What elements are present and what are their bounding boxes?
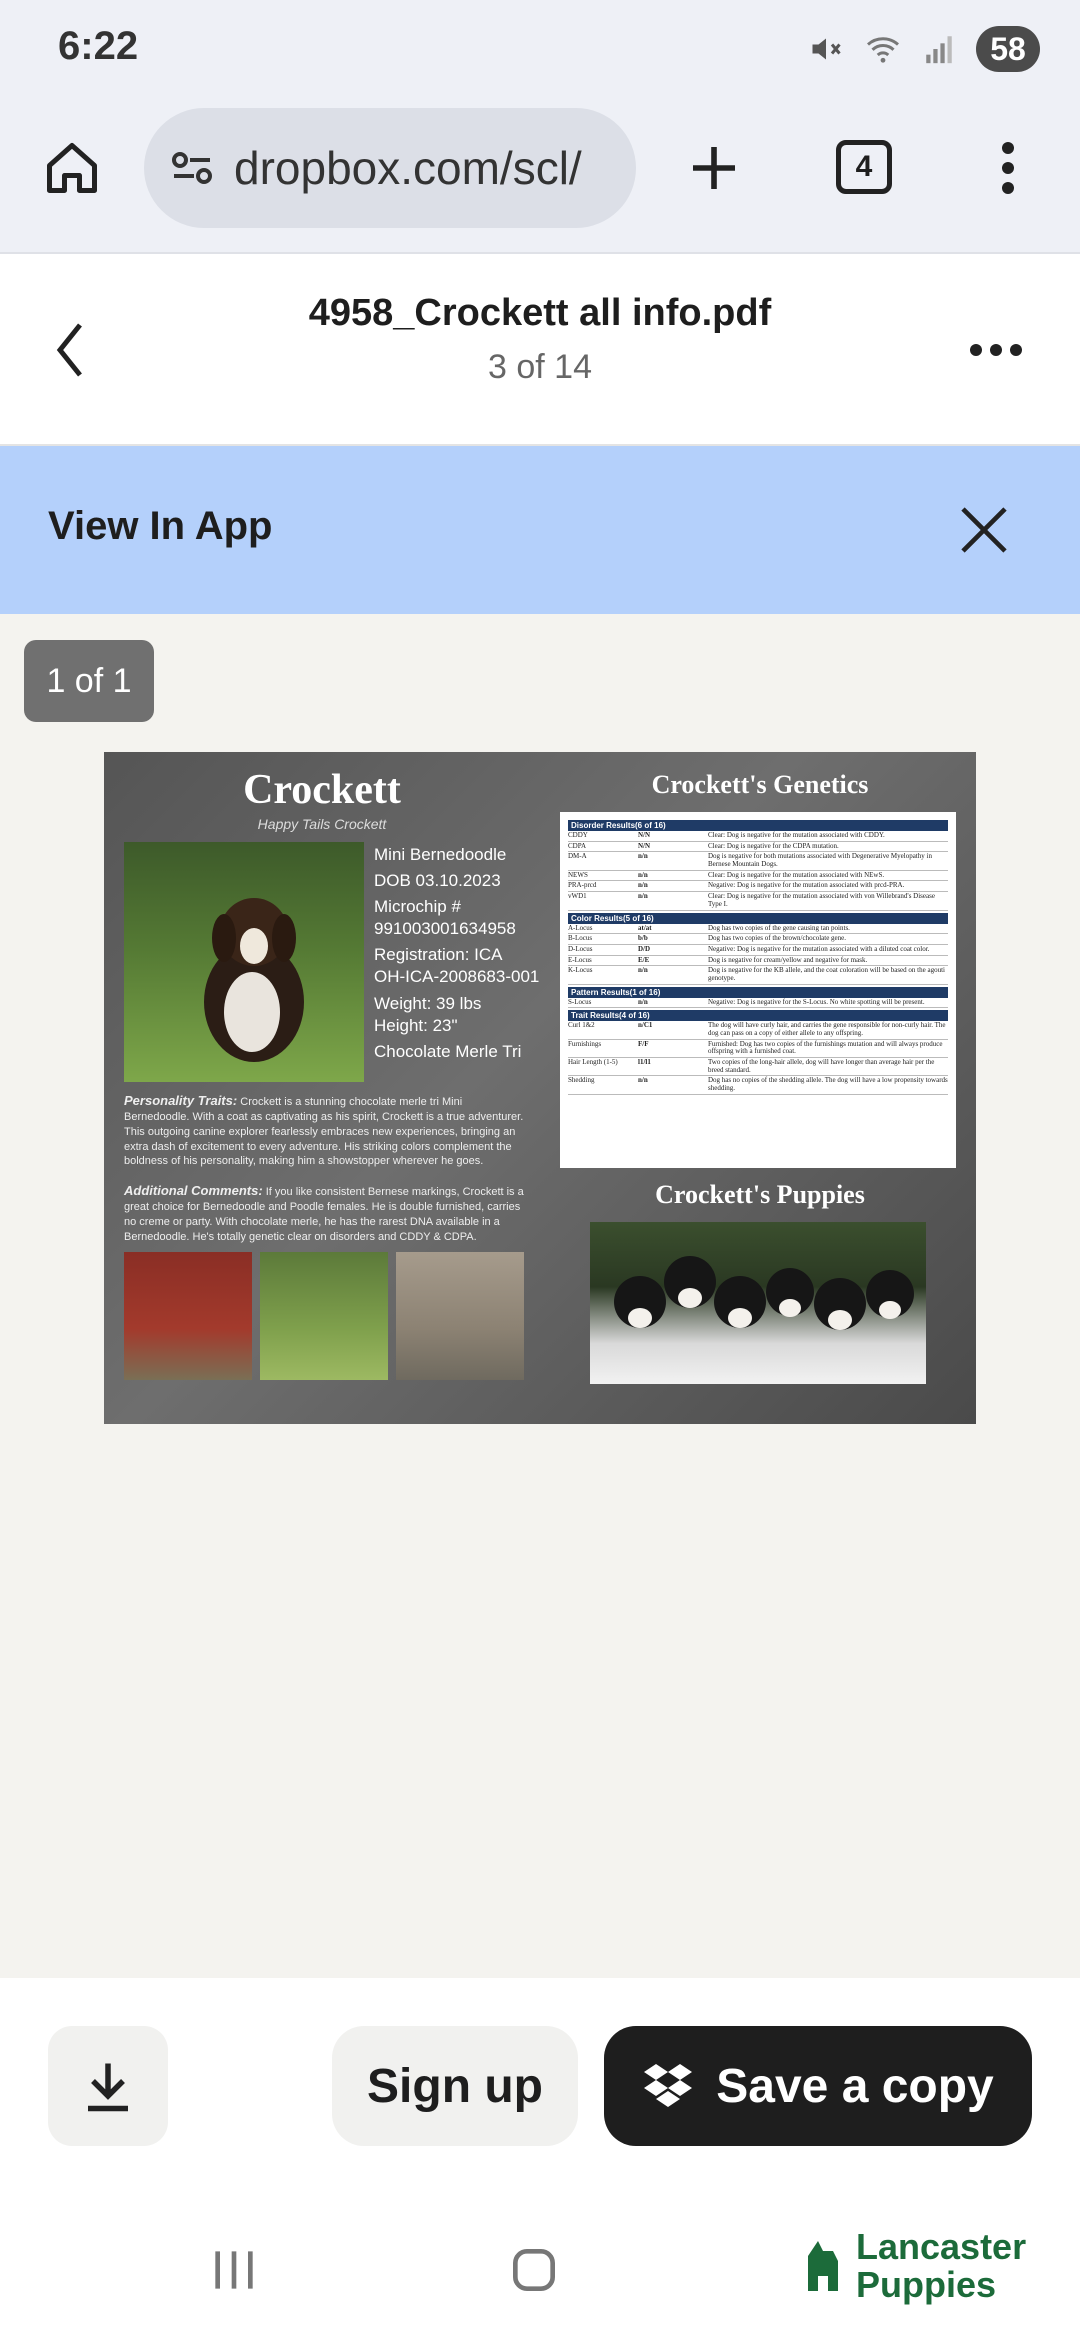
dog-name: Crockett	[243, 767, 401, 813]
view-in-app-banner[interactable]	[0, 446, 1080, 614]
table-row: S-Locus n/n Negative: Dog is negative for the S-Locus. No white spotting will be present.	[568, 998, 948, 1009]
page-indicator: 3 of 14	[488, 348, 592, 386]
bottom-action-bar	[0, 1978, 1080, 2188]
puppies-title: Crockett's Puppies	[655, 1180, 865, 1209]
home-button-icon[interactable]	[506, 2242, 562, 2298]
main-dog-photo	[124, 842, 364, 1082]
table-row: K-Locus n/n Dog is negative for the KB allele, and the coat coloration will be based on the agouti genotype.	[568, 966, 948, 984]
dog-subtitle: Happy Tails Crockett	[257, 816, 387, 832]
comments-text: If you like consistent Bernese markings, Crockett is a great choice for Bernedoodle and Poodle females. He is double furnished, carries no creme or party. With chocolate merle, he has the rarest DNA available in a Bernedoodle. He's totally genetic clear on disorders and CDDY & CDPA.	[124, 1186, 524, 1243]
download-button[interactable]	[48, 2026, 168, 2146]
fact-weight: Weight: 39 lbs	[374, 993, 482, 1013]
more-options-icon[interactable]	[986, 138, 1030, 198]
clock: 6:22	[58, 24, 139, 68]
fact-dob: DOB 03.10.2023	[374, 871, 501, 891]
file-title: 4958_Crockett all info.pdf	[308, 292, 772, 334]
brand-line-1: Lancaster	[856, 2226, 1027, 2267]
personality-traits	[124, 1092, 524, 1169]
table-row: Hair Length (1-5) l1/l1 Two copies of the long-hair allele, dog will have longer than average hair per the breed standard.	[568, 1058, 948, 1076]
dropbox-icon	[642, 2062, 694, 2110]
thumbnail-photo	[124, 1252, 252, 1380]
fact-color: Chocolate Merle Tri	[374, 1041, 522, 1061]
table-row: Furnishings F/F Furnished: Dog has two copies of the furnishings mutation and will always produce offspring with a furnished coat.	[568, 1040, 948, 1058]
new-tab-icon[interactable]	[686, 140, 742, 196]
genetics-title: Crockett's Genetics	[651, 770, 869, 799]
table-row: NEWS n/n Clear: Dog is negative for the mutation associated with NEwS.	[568, 871, 948, 882]
save-a-copy-label: Save a copy	[716, 2059, 994, 2113]
wifi-icon	[864, 31, 902, 67]
genetics-section-header: Pattern Results(1 of 16)	[568, 987, 948, 998]
table-row: CDDY N/N Clear: Dog is negative for the mutation associated with CDDY.	[568, 831, 948, 842]
table-row: CDPA N/N Clear: Dog is negative for the CDPA mutation.	[568, 842, 948, 853]
puppies-photo	[590, 1222, 926, 1384]
status-bar	[0, 0, 1080, 100]
pdf-header	[0, 254, 1080, 446]
fact-registration: Registration: ICA	[374, 945, 503, 965]
lancaster-puppies-logo	[798, 2228, 1026, 2304]
genetics-section-header: Color Results(5 of 16)	[568, 913, 948, 924]
recent-apps-icon[interactable]	[206, 2242, 262, 2298]
save-a-copy-button[interactable]	[604, 2026, 1032, 2146]
close-icon[interactable]	[956, 502, 1012, 558]
comments-label: Additional Comments:	[124, 1183, 263, 1198]
brand-line-2: Puppies	[856, 2263, 997, 2305]
table-row: Shedding n/n Dog has no copies of the shedding allele. The dog will have a low propensity towards shedding.	[568, 1076, 948, 1094]
table-row: vWD1 n/n Clear: Dog is negative for the mutation associated with von Willebrand's Disease Type I.	[568, 892, 948, 910]
dog-facts	[374, 844, 544, 1067]
table-row: A-Locus at/at Dog has two copies of the gene causing tan points.	[568, 924, 948, 935]
personality-text: Crockett is a stunning chocolate merle tri Mini Bernedoodle. With a coat as captivating as his spirit, Crockett is a true adventurer. This outgoing canine explorer fearlessly embraces new experiences, bringing an extra dash of excitement to every adventure. His striking colors complement the boldness of his personality, making him a showstopper wherever he goes.	[124, 1096, 524, 1168]
more-menu-icon[interactable]	[966, 330, 1026, 370]
status-icons	[808, 26, 1040, 72]
tab-switcher-button[interactable]: 4	[836, 140, 892, 194]
puppy-logo-icon	[798, 2236, 848, 2296]
fact-breed: Mini Bernedoodle	[374, 845, 507, 864]
genetics-table	[560, 812, 956, 1168]
document-page	[104, 752, 976, 1424]
fact-height: Height: 23"	[374, 1015, 458, 1035]
browser-toolbar	[0, 100, 1080, 254]
address-bar[interactable]	[144, 108, 636, 228]
fact-microchip-label: Microchip #	[374, 897, 461, 917]
system-nav-bar	[0, 2188, 1080, 2340]
sign-up-button[interactable]: Sign up	[332, 2026, 578, 2146]
page-badge: 1 of 1	[24, 640, 154, 722]
download-icon	[78, 2056, 138, 2116]
table-row: Curl 1&2 n/C1 The dog will have curly hair, and carries the gene responsible for non-curly hair. The dog can pass on a copy of either allele to any offspring.	[568, 1021, 948, 1039]
signal-icon	[922, 32, 956, 66]
genetics-section-header: Disorder Results(6 of 16)	[568, 820, 948, 831]
fact-microchip-number: 991003001634958	[374, 919, 516, 939]
additional-comments	[124, 1182, 524, 1244]
table-row: PRA-prcd n/n Negative: Dog is negative for the mutation associated with prcd-PRA.	[568, 881, 948, 892]
site-settings-icon[interactable]	[168, 144, 216, 192]
fact-registration-number: OH-ICA-2008683-001	[374, 967, 540, 987]
view-in-app-label: View In App	[48, 504, 273, 548]
battery-indicator: 58	[976, 26, 1040, 72]
home-icon[interactable]	[42, 138, 102, 198]
url-text: dropbox.com/scl/	[234, 142, 582, 194]
genetics-section-header: Trait Results(4 of 16)	[568, 1010, 948, 1021]
table-row: D-Locus D/D Negative: Dog is negative for the mutation associated with a diluted coat color.	[568, 945, 948, 956]
table-row: DM-A n/n Dog is negative for both mutations associated with Degenerative Myelopathy in Bernese Mountain Dogs.	[568, 852, 948, 870]
table-row: E-Locus E/E Dog is negative for cream/yellow and negative for mask.	[568, 956, 948, 967]
mute-icon	[808, 31, 844, 67]
thumbnail-photo	[396, 1252, 524, 1380]
personality-label: Personality Traits:	[124, 1093, 238, 1108]
table-row: B-Locus b/b Dog has two copies of the brown/chocolate gene.	[568, 934, 948, 945]
thumbnail-photo	[260, 1252, 388, 1380]
